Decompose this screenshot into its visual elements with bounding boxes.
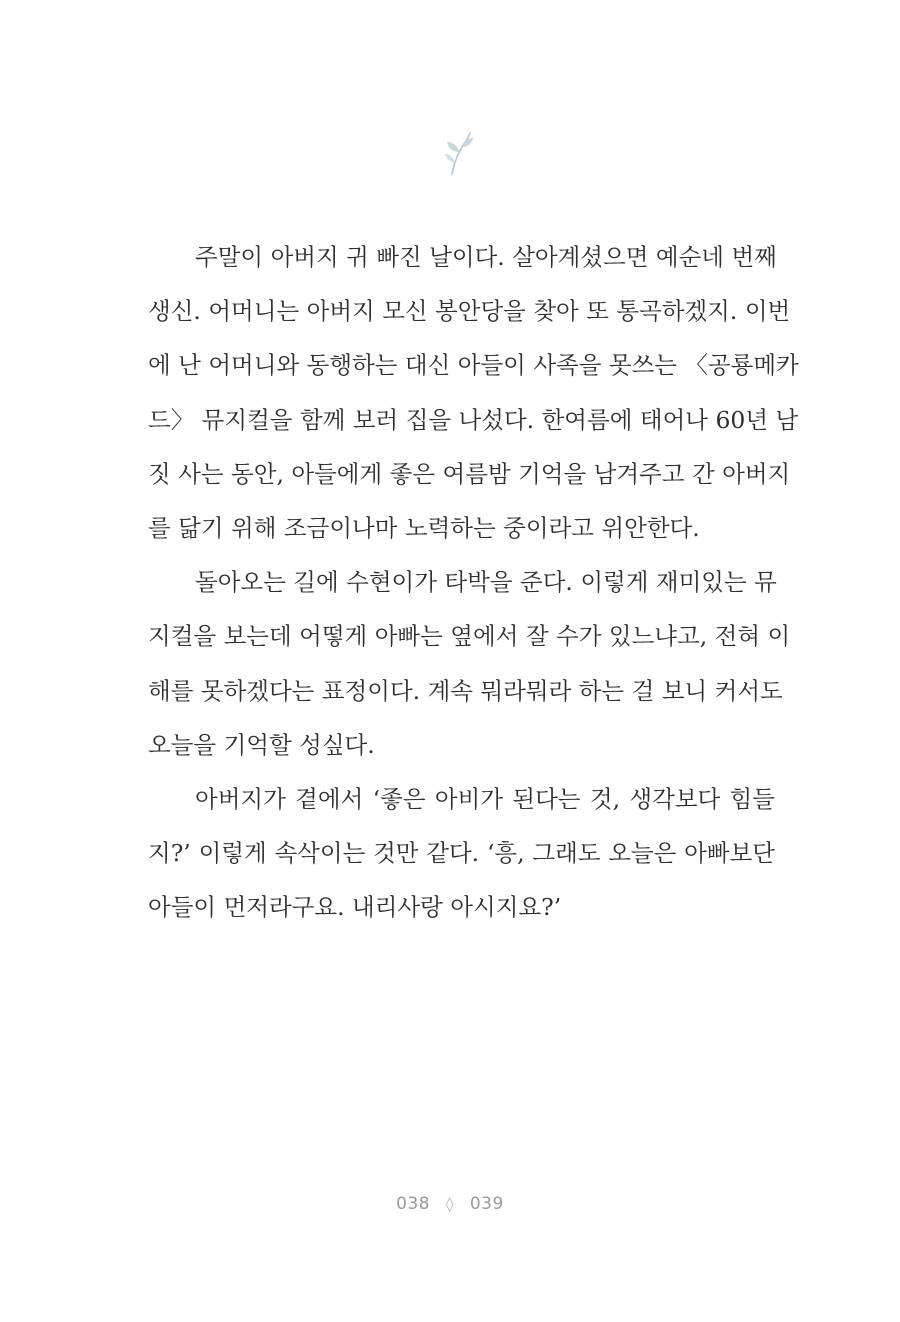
text-line: 드〉 뮤지컬을 함께 보러 집을 나섰다. 한여름에 태어나 60년 남: [148, 405, 799, 434]
text-line: 지컬을 보는데 어떻게 아빠는 옆에서 잘 수가 있느냐고, 전혀 이: [148, 622, 791, 651]
text-line: 를 닮기 위해 조금이나마 노력하는 중이라고 위안한다.: [148, 513, 700, 542]
text-line: 아들이 먼저라구요. 내리사랑 아시지요?’: [148, 893, 562, 922]
text-line: 오늘을 기억할 성싶다.: [148, 730, 375, 759]
text-line: 해를 못하겠다는 표정이다. 계속 뭐라뭐라 하는 걸 보니 커서도: [148, 676, 783, 705]
text-line: 돌아오는 길에 수현이가 타박을 준다. 이렇게 재미있는 뮤: [195, 568, 777, 597]
leaf-sprig-icon: [440, 130, 474, 176]
text-line: 생신. 어머니는 아버지 모신 봉안당을 찾아 또 통곡하겠지. 이번: [148, 297, 791, 326]
text-line: 지?’ 이렇게 속삭이는 것만 같다. ‘흥, 그래도 오늘은 아빠보단: [148, 839, 775, 868]
diamond-separator-icon: ◊: [446, 1195, 454, 1213]
text-line: 아버지가 곁에서 ‘좋은 아비가 된다는 것, 생각보다 힘들: [195, 784, 775, 813]
text-line: 주말이 아버지 귀 빠진 날이다. 살아계셨으면 예순네 번째: [195, 243, 777, 271]
text-line: 짓 사는 동안, 아들에게 좋은 여름밤 기억을 남겨주고 간 아버지: [148, 459, 791, 488]
body-text: [148, 230, 799, 934]
right-page-number: 039: [469, 1194, 504, 1214]
left-page-number: 038: [396, 1194, 431, 1214]
page-numbers: [0, 1194, 900, 1214]
text-line: 에 난 어머니와 동행하는 대신 아들이 사족을 못쓰는 〈공룡메카: [148, 351, 799, 380]
